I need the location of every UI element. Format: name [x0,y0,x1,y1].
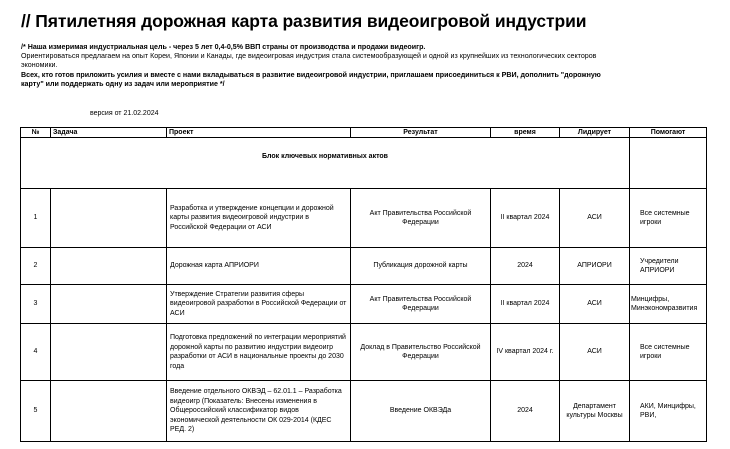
section-row [21,138,707,189]
row-help: Все системные игроки [630,324,707,381]
row-lead: АСИ [560,285,630,324]
row-lead: Департамент культуры Москвы [560,381,630,442]
row-result: Доклад в Правительство Российской Федерации [351,324,491,381]
row-num: 4 [21,324,51,381]
row-result: Акт Правительства Российской Федерации [351,189,491,248]
header-result: Результат [351,128,491,138]
row-help: Минцифры, Минэкономразвития [630,285,707,324]
row-task [51,189,167,248]
row-task [51,381,167,442]
row-result: Акт Правительства Российской Федерации [351,285,491,324]
table-header-row [21,128,707,138]
row-time: II квартал 2024 [491,285,560,324]
section-title: Блок ключевых нормативных актов [21,138,630,189]
row-lead: АСИ [560,324,630,381]
header-lead: Лидирует [560,128,630,138]
row-num: 5 [21,381,51,442]
section-empty-cell [630,138,707,189]
row-time: 2024 [491,381,560,442]
row-task [51,248,167,285]
row-result: Публикация дорожной карты [351,248,491,285]
row-time: 2024 [491,248,560,285]
row-lead: АПРИОРИ [560,248,630,285]
row-help: Учредители АПРИОРИ [630,248,707,285]
row-project: Утверждение Стратегии развития сферы видеоигровой разработки в Российской Федерации от АСИ [167,285,351,324]
row-num: 2 [21,248,51,285]
table-row [21,248,707,285]
table-row [21,285,707,324]
row-time: IV квартал 2024 г. [491,324,560,381]
intro-orientation: Ориентироваться предлагаем на опыт Кореи, Японии и Канады, где видеоигровая индустрия стала системообразующей и одной из крупнейших из технологических секторов экономики. [21,52,597,70]
page-title: // Пятилетняя дорожная карта развития видеоигровой индустрии [21,11,587,31]
table-row [21,381,707,442]
row-num: 1 [21,189,51,248]
table-row [21,324,707,381]
row-time: II квартал 2024 [491,189,560,248]
header-project: Проект [167,128,351,138]
row-project: Разработка и утверждение концепции и дорожной карты развития видеоигровой индустрии в Российской Федерации от АСИ [167,189,351,248]
row-project: Дорожная карта АПРИОРИ [167,248,351,285]
header-task: Задача [51,128,167,138]
row-lead: АСИ [560,189,630,248]
intro-text [21,43,621,89]
row-task [51,285,167,324]
roadmap-table [20,127,707,442]
header-num: № [21,128,51,138]
row-project: Введение отдельного ОКВЭД – 62.01.1 – Разработка видеоигр (Показатель: Внесены изменения в Общероссийский классификатор видов экономической деятельности ОК 029-2014 (КДЕС РЕД. 2) [167,381,351,442]
row-result: Введение ОКВЭДа [351,381,491,442]
row-task [51,324,167,381]
header-help: Помогают [630,128,707,138]
header-time: время [491,128,560,138]
table-row [21,189,707,248]
row-project: Подготовка предложений по интеграции мероприятий дорожной карты по развитию индустрии видеоигр разработки от АСИ в национальные проекты до 2030 года [167,324,351,381]
version-label: версия от 21.02.2024 [90,110,159,117]
intro-goal: /* Наша измеримая индустриальная цель - через 5 лет 0,4-0,5% ВВП страны от производства и продажи видеоигр. [21,43,426,51]
row-num: 3 [21,285,51,324]
intro-invitation: Всех, кто готов приложить усилия и вместе с нами вкладываться в развитие видеоигровой индустрии, приглашаем присоединиться к РВИ, дополнить "дорожную карту" или поддержать одну из задач или мероприятие */ [21,70,601,88]
row-help: Все системные игроки [630,189,707,248]
row-help: АКИ, Минцифры, РВИ, [630,381,707,442]
